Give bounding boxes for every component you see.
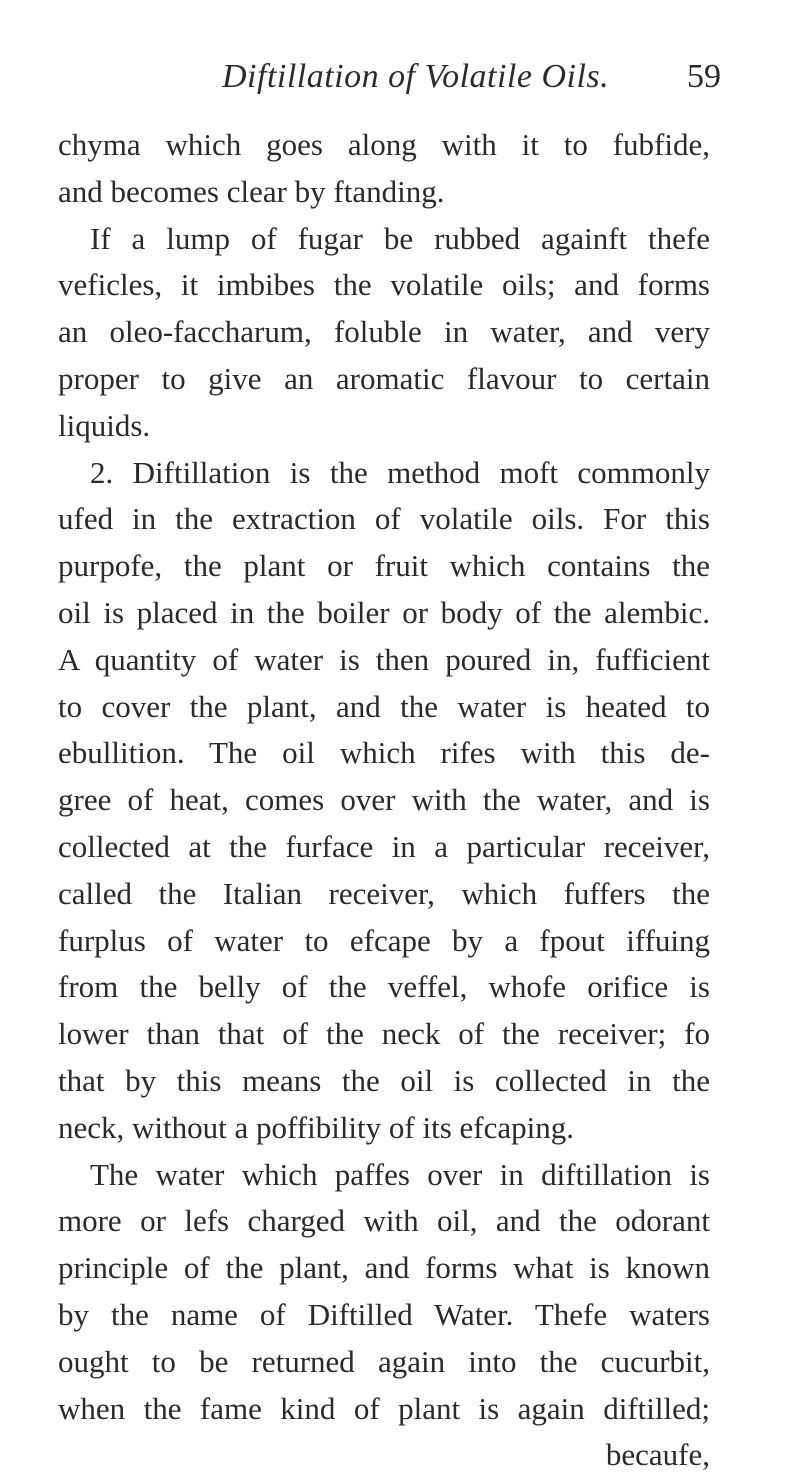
text-line: If a lump of fugar be rubbed againft thefe (90, 220, 710, 256)
text-line: and becomes clear by ftanding. (58, 173, 445, 209)
text-line: lower than that of the neck of the receiver; fo (58, 1016, 710, 1052)
text-line: gree of heat, comes over with the water, and is (58, 782, 710, 818)
running-head (0, 58, 800, 118)
text-line: proper to give an aromatic flavour to certain (58, 360, 710, 396)
text-line: A quantity of water is then poured in, fufficient (58, 641, 710, 677)
text-line: an oleo-faccharum, foluble in water, and very (58, 314, 710, 350)
text-line: veficles, it imbibes the volatile oils; and forms (58, 267, 710, 303)
text-line: The water which paffes over in diftillation is (90, 1156, 710, 1192)
text-line: to cover the plant, and the water is heated to (58, 688, 710, 724)
text-line: chyma which goes along with it to fubfide, (58, 127, 710, 162)
text-line: oil is placed in the boiler or body of the alembic. (58, 594, 710, 630)
page-number: 59 (687, 58, 721, 95)
text-line: collected at the furface in a particular receiver, (58, 828, 710, 864)
catchword: becaufe, (605, 1437, 710, 1473)
text-line: principle of the plant, and forms what is known (58, 1250, 710, 1286)
text-line: 2. Diftillation is the method moft commonly (90, 454, 710, 490)
text-line: ought to be returned again into the cucurbit, (58, 1343, 710, 1379)
text-line: when the fame kind of plant is again diftilled; (58, 1390, 710, 1426)
running-title: Diftillation of Volatile Oils. (222, 58, 610, 95)
text-line: more or lefs charged with oil, and the odorant (58, 1203, 710, 1239)
text-line: that by this means the oil is collected in the (58, 1062, 710, 1098)
text-line: ebullition. The oil which rifes with this de- (58, 735, 710, 771)
text-line: called the Italian receiver, which fuffers the (58, 875, 710, 911)
text-line: furplus of water to efcape by a fpout iffuing (58, 922, 710, 958)
text-line: neck, without a poffibility of its efcaping. (58, 1109, 574, 1145)
text-line: from the belly of the veffel, whofe orifice is (58, 969, 710, 1005)
text-line: by the name of Diftilled Water. Thefe waters (58, 1296, 710, 1332)
text-line: ufed in the extraction of volatile oils. For this (58, 501, 710, 537)
text-line: liquids. (58, 407, 151, 443)
text-line: purpofe, the plant or fruit which contains the (58, 548, 710, 584)
body-text (58, 122, 710, 1479)
